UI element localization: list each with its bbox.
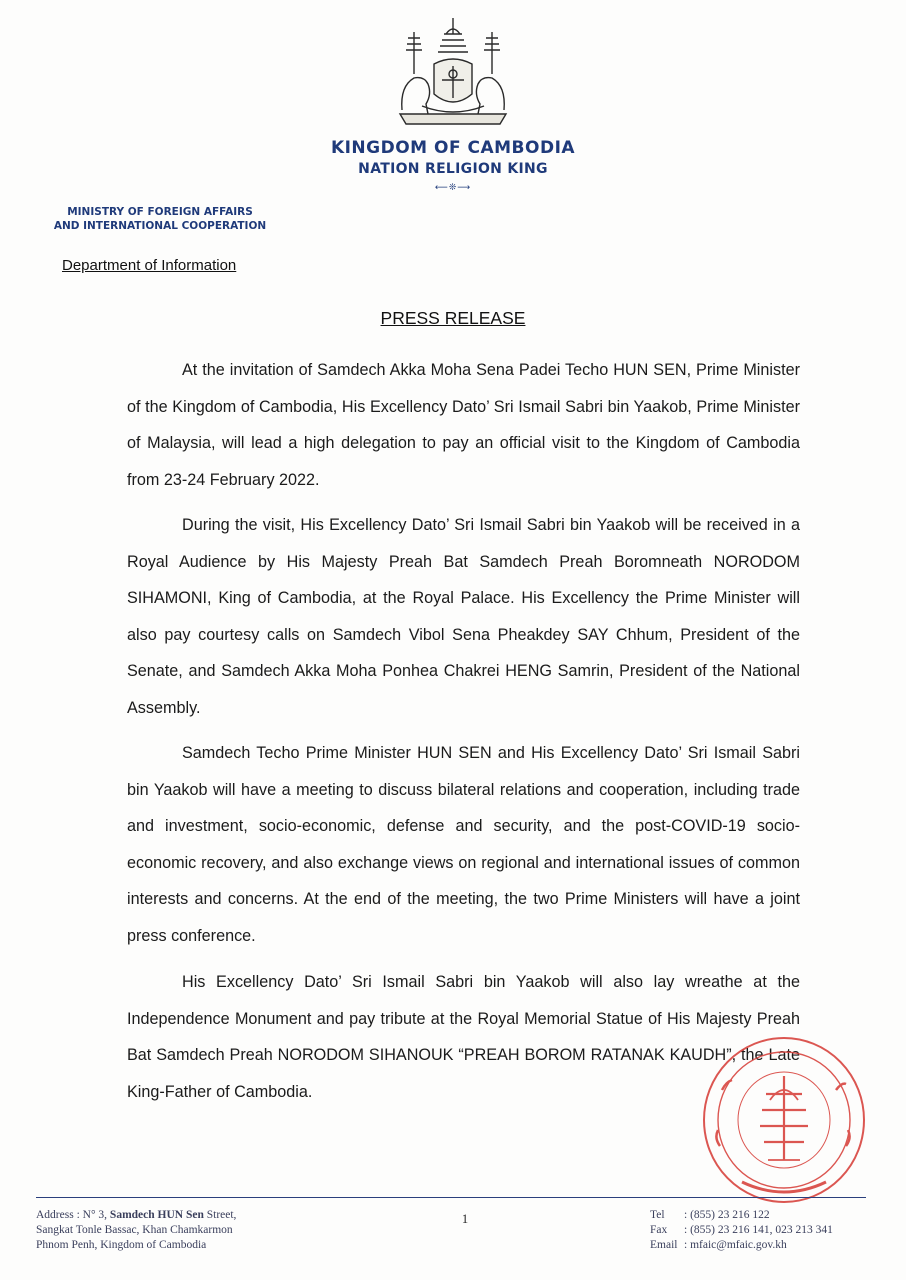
fax-label: Fax <box>650 1224 668 1236</box>
paragraph: During the visit, His Excellency Dato’ Sri Ismail Sabri bin Yaakob will be received in a Royal Audience by His Majesty Preah Bat Samdech Preah Boromneath NORODOM SIHAMONI, King of Cambodia, at the Royal Palace. His Excellency the Prime Minister will also pay courtesy calls on Samdech Vibol Sena Pheakdey SAY Chhum, President of the Senate, and Samdech Akka Moha Ponhea Chakrei HENG Samrin, President of the National Assembly. <box>127 516 800 717</box>
paragraph: His Excellency Dato’ Sri Ismail Sabri bin Yaakob will also lay wreathe at the Independence Monument and pay tribute at the Royal Memorial Statue of His Majesty Preah Bat Samdech Preah NORODOM SIHANOUK “PREAH BOROM RATANAK KAUDH”, the Late King-Father of Cambodia. <box>127 973 800 1101</box>
address-line3: Phnom Penh, Kingdom of Cambodia <box>36 1239 207 1251</box>
footer-address <box>36 1208 336 1253</box>
email-label: Email <box>650 1239 678 1251</box>
press-release-body <box>127 352 800 1122</box>
ministry-name-line2: AND INTERNATIONAL COOPERATION <box>53 220 267 232</box>
national-motto: NATION RELIGION KING <box>358 161 548 177</box>
paragraph: Samdech Techo Prime Minister HUN SEN and His Excellency Dato’ Sri Ismail Sabri bin Yaakob will have a meeting to discuss bilateral relations and cooperation, including trade and investment, socio-economic, defense and security, and the post-COVID-19 socio-economic recovery, and also exchange views on regional and international issues of common interests and concerns. At the end of the meeting, the two Prime Ministers will have a joint press conference. <box>127 744 800 945</box>
address-suffix: Street, <box>203 1209 237 1221</box>
email-value[interactable]: : mfaic@mfaic.gov.kh <box>684 1239 787 1251</box>
tel-value: : (855) 23 216 122 <box>684 1209 770 1221</box>
paragraph: At the invitation of Samdech Akka Moha Sena Padei Techo HUN SEN, Prime Minister of the Kingdom of Cambodia, His Excellency Dato’ Sri Ismail Sabri bin Yaakob, Prime Minister of Malaysia, will lead a high delegation to pay an official visit to the Kingdom of Cambodia from 23-24 February 2022. <box>127 361 800 489</box>
ministry-seal-icon <box>692 1010 868 1206</box>
header-ornament: ⟵❊⟶ <box>434 182 472 192</box>
department-name: Department of Information <box>62 257 237 274</box>
footer-contacts <box>650 1208 880 1253</box>
address-prefix: Address : N° 3, <box>36 1209 110 1221</box>
tel-label: Tel <box>650 1209 665 1221</box>
footer-divider <box>36 1197 866 1198</box>
royal-arms-emblem-icon <box>392 14 514 130</box>
fax-value: : (855) 23 216 141, 023 213 341 <box>684 1224 833 1236</box>
country-name: KINGDOM OF CAMBODIA <box>330 138 576 158</box>
document-title: PRESS RELEASE <box>380 308 526 328</box>
address-street-name: Samdech HUN Sen <box>109 1209 204 1221</box>
address-line2: Sangkat Tonle Bassac, Khan Chamkarmon <box>36 1224 233 1236</box>
page-number: 1 <box>461 1212 469 1226</box>
ministry-name-line1: MINISTRY OF FOREIGN AFFAIRS <box>67 206 253 218</box>
